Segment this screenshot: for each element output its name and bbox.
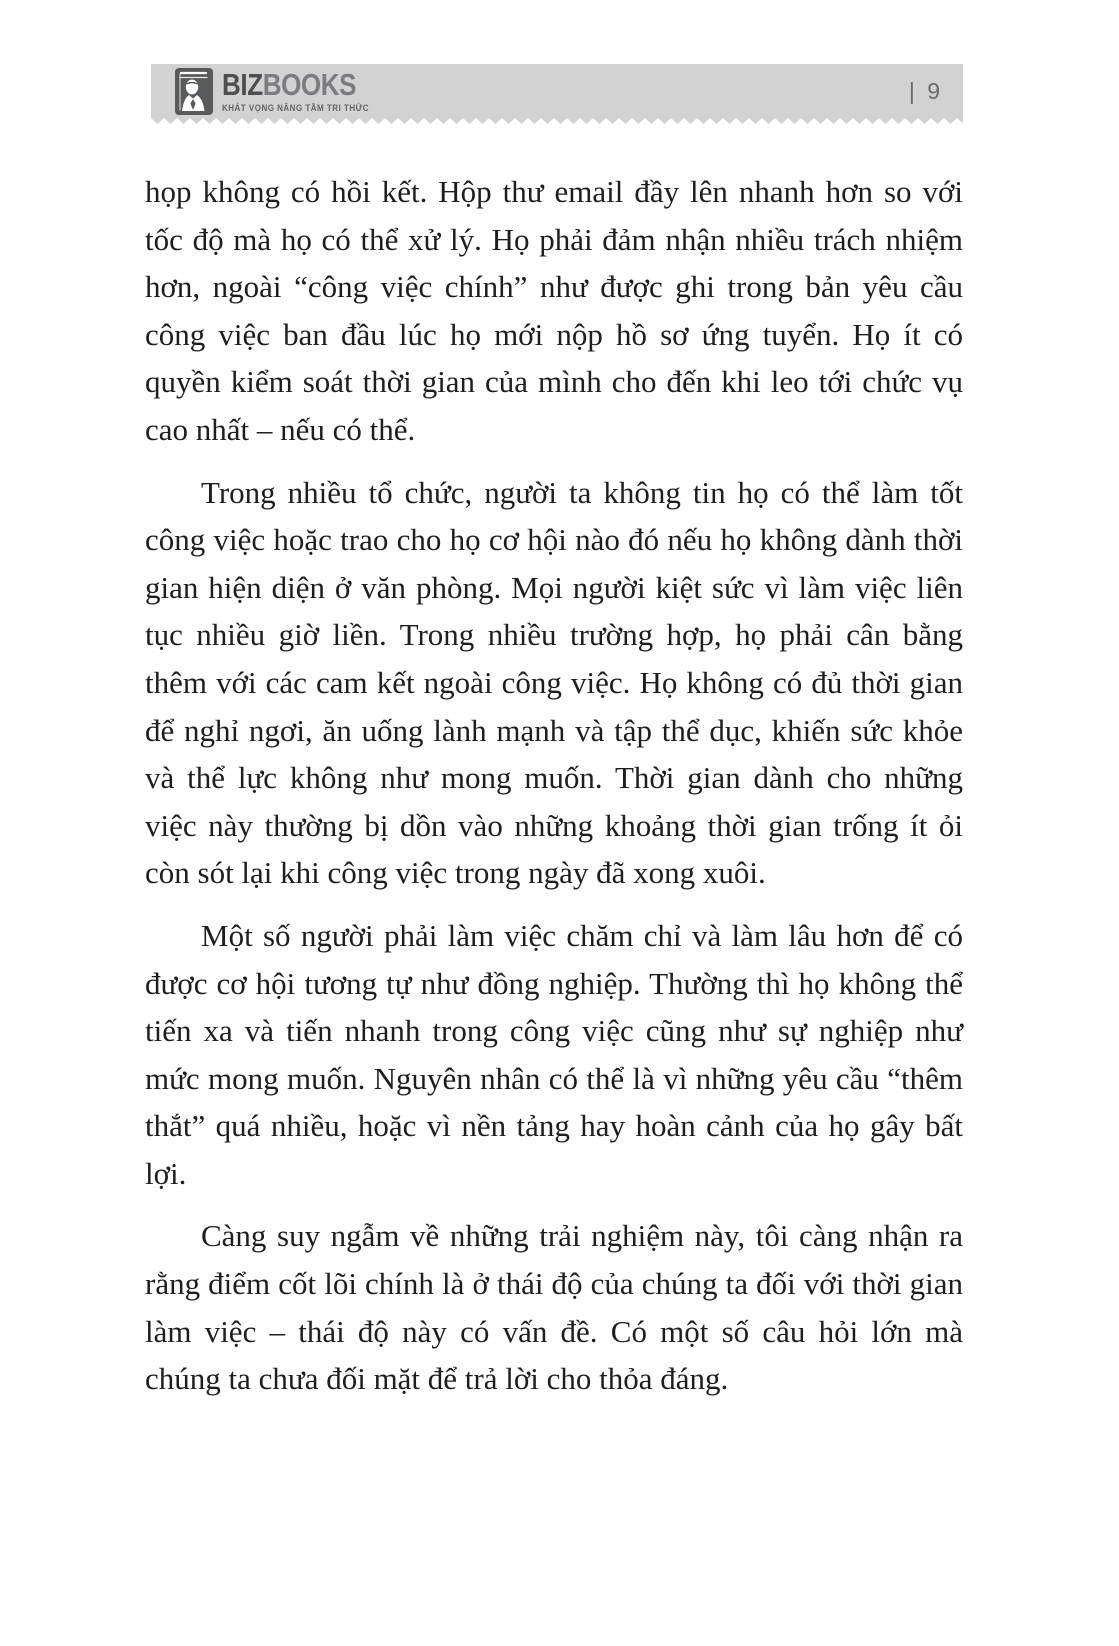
bizbooks-logo-icon: [175, 68, 213, 115]
logo-title-secondary: BOOKS: [262, 66, 357, 102]
paragraph-4: Càng suy ngẫm về những trải nghiệm này, tôi càng nhận ra rằng điểm cốt lõi chính là ở thái độ của chúng ta đối với thời gian làm việc – thái độ này có vấn đề. Có một số câu hỏi lớn mà chúng ta chưa đối mặt để trả lời cho thỏa đáng.: [145, 1218, 963, 1397]
page-header: [151, 64, 963, 118]
page-number: | 9: [908, 77, 943, 104]
paragraph-1: họp không có hồi kết. Hộp thư email đầy lên nhanh hơn so với tốc độ mà họ có thể xử lý. Họ phải đảm nhận nhiều trách nhiệm hơn, ngoài “công việc chính” như được ghi trong bản yêu cầu công việc ban đầu lúc họ mới nộp hồ sơ ứng tuyển. Họ ít có quyền kiểm soát thời gian của mình cho đến khi leo tới chức vụ cao nhất – nếu có thể.: [145, 174, 963, 447]
logo-tagline: KHÁT VỌNG NÂNG TẦM TRI THỨC: [222, 102, 370, 114]
logo-title: [222, 66, 369, 102]
logo-text: [222, 66, 370, 114]
zigzag-edge: [151, 118, 963, 124]
logo-title-primary: BIZ: [222, 66, 263, 102]
body-text: [145, 168, 963, 1418]
paragraph-2: Trong nhiều tổ chức, người ta không tin họ có thể làm tốt công việc hoặc trao cho họ cơ hội nào đó nếu họ không dành thời gian hiện diện ở văn phòng. Mọi người kiệt sức vì làm việc liên tục nhiều giờ liền. Trong nhiều trường hợp, họ phải cân bằng thêm với các cam kết ngoài công việc. Họ không có đủ thời gian để nghỉ ngơi, ăn uống lành mạnh và tập thể dục, khiến sức khỏe và thể lực không như mong muốn. Thời gian dành cho những việc này thường bị dồn vào những khoảng thời gian trống ít ỏi còn sót lại khi công việc trong ngày đã xong xuôi.: [145, 474, 963, 891]
bizbooks-logo: [175, 68, 397, 115]
paragraph-3: Một số người phải làm việc chăm chỉ và làm lâu hơn để có được cơ hội tương tự như đồng nghiệp. Thường thì họ không thể tiến xa và tiến nhanh trong công việc cũng như sự nghiệp như mức mong muốn. Nguyên nhân có thể là vì những yêu cầu “thêm thắt” quá nhiều, hoặc vì nền tảng hay hoàn cảnh của họ gây bất lợi.: [145, 917, 963, 1191]
